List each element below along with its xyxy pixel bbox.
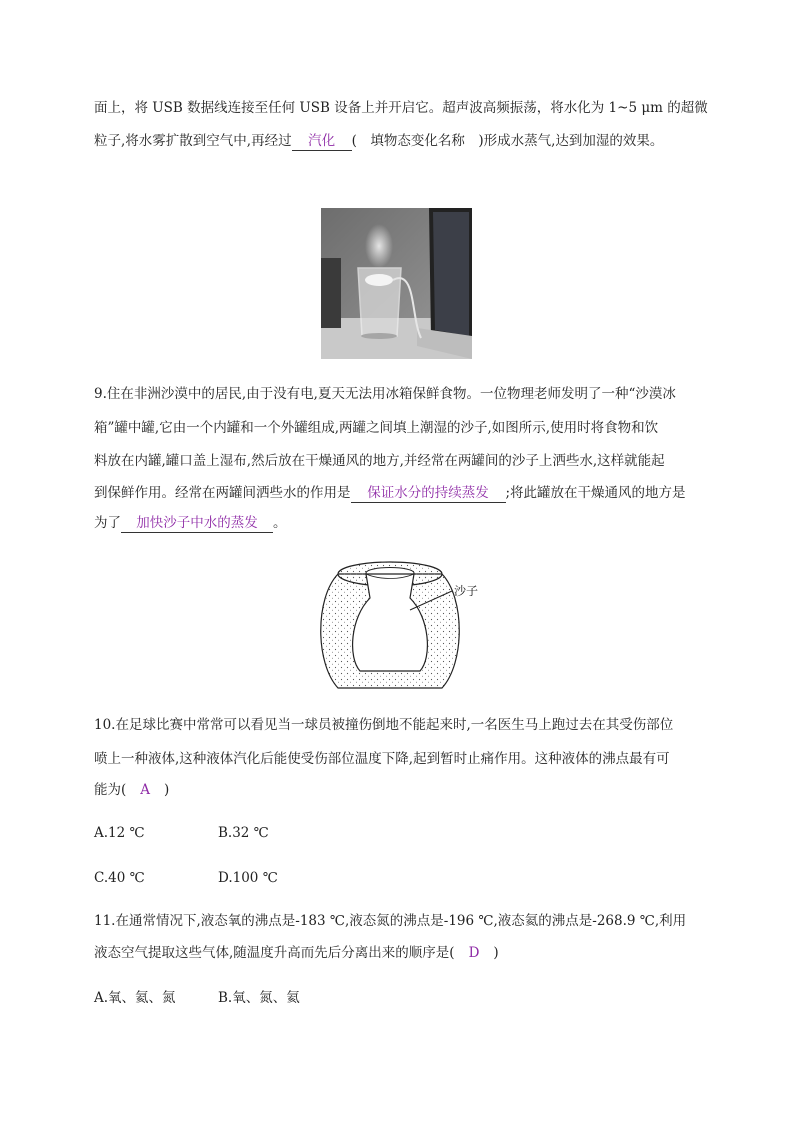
q9-line-5 xyxy=(94,513,287,533)
q9-text-5b: 。 xyxy=(273,515,287,531)
q10-line-2: 喷上一种液体,这种液体汽化后能使受伤部位温度下降,起到暂时止痛作用。这种液体的沸点最有可 xyxy=(94,751,670,767)
q8-line-2 xyxy=(94,131,663,151)
pot-in-pot-diagram xyxy=(310,558,490,694)
q8-line-1: 面上，将 USB 数据线连接至任何 USB 设备上并开启它。超声波高频振荡，将水化为 1~5 μm 的超微 xyxy=(94,100,708,116)
q9-text-4b: ;将此罐放在干燥通风的地方是 xyxy=(505,485,686,501)
q10-option-b: B.32 ℃ xyxy=(218,825,269,841)
q9-line-2: 箱”罐中罐,它由一个内罐和一个外罐组成,两罐之间填上潮湿的沙子,如图所示,使用时将食物和饮 xyxy=(94,420,659,436)
humidifier-photo xyxy=(321,208,472,359)
sand-label: 沙子 xyxy=(454,584,479,598)
q9-line-4 xyxy=(94,483,686,503)
q9-answer-1-blank xyxy=(351,484,506,503)
q10-line-1: 10.在足球比赛中常常可以看见当一球员被撞伤倒地不能起来时,一名医生马上跑过去在其受伤部位 xyxy=(94,717,674,733)
q9-answer-2: 加快沙子中水的蒸发 xyxy=(136,515,258,531)
q11-line-1: 11.在通常情况下,液态氧的沸点是-183 ℃,液态氮的沸点是-196 ℃,液态氦的沸点是-268.9 ℃,利用 xyxy=(94,913,687,929)
q10-answer: A xyxy=(140,782,151,798)
q11-option-a: A.氧、氦、氮 xyxy=(94,990,176,1006)
q11-answer: D xyxy=(468,945,480,961)
q9-text-4a: 到保鲜作用。经常在两罐间洒些水的作用是 xyxy=(94,485,351,501)
q11-text-2a: 液态空气提取这些气体,随温度升高而先后分离出来的顺序是( xyxy=(94,945,455,961)
q9-answer-2-blank xyxy=(121,514,273,533)
q8-answer-blank xyxy=(292,132,352,151)
q10-text-3b: ) xyxy=(164,782,170,798)
q11-text-2b: ) xyxy=(493,945,499,961)
q9-answer-1: 保证水分的持续蒸发 xyxy=(367,485,489,501)
q9-text-5a: 为了 xyxy=(94,515,121,531)
q11-line-2 xyxy=(94,943,499,963)
q8-text-b: ( 填物态变化名称 )形成水蒸气,达到加湿的效果。 xyxy=(351,133,664,149)
q8-answer: 汽化 xyxy=(308,133,336,149)
q10-option-d: D.100 ℃ xyxy=(218,870,278,886)
q10-option-a: A.12 ℃ xyxy=(94,825,145,841)
q10-line-3 xyxy=(94,780,169,800)
q9-line-1: 9.住在非洲沙漠中的居民,由于没有电,夏天无法用冰箱保鲜食物。一位物理老师发明了一种“沙漠冰 xyxy=(94,386,676,402)
q9-line-3: 料放在内罐,罐口盖上湿布,然后放在干燥通风的地方,并经常在两罐间的沙子上洒些水,这样就能起 xyxy=(94,453,665,469)
q11-option-b: B.氧、氮、氦 xyxy=(218,990,300,1006)
q10-text-3a: 能为( xyxy=(94,782,127,798)
q10-option-c: C.40 ℃ xyxy=(94,870,145,886)
q8-text-a: 粒子,将水雾扩散到空气中,再经过 xyxy=(94,133,292,149)
